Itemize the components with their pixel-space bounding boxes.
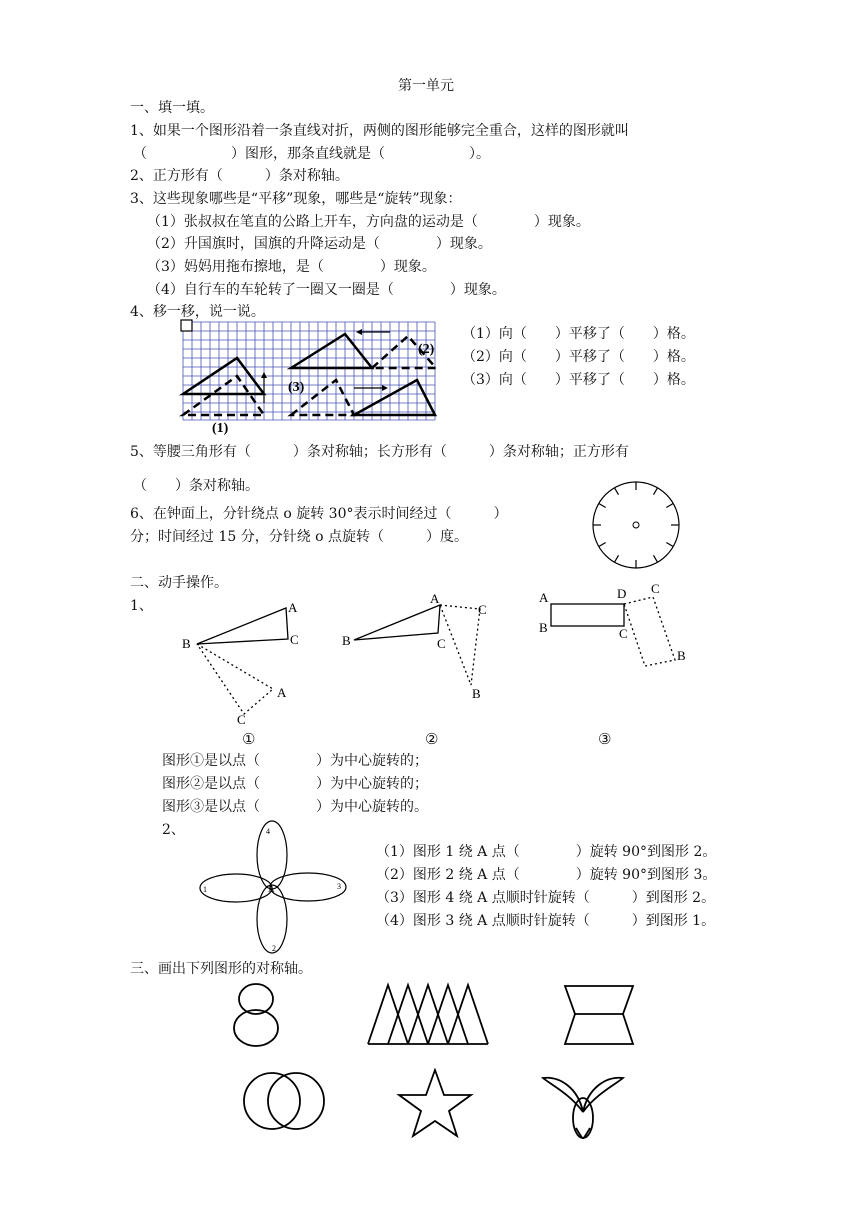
section2-q2-item-2: （2）图形 2 绕 A 点（ ）旋转 90°到图形 3。 <box>376 867 717 883</box>
clock-circle <box>593 482 679 568</box>
rotation-figure-3 <box>535 580 695 672</box>
q3-item-1: （1）张叔叔在笔直的公路上开车，方向盘的运动是（ ）现象。 <box>147 214 590 230</box>
section2-q1-label: 1、 <box>130 598 153 614</box>
section2-heading: 二、动手操作。 <box>130 575 228 591</box>
arrow-up-head <box>261 372 267 378</box>
rotation-figure-2 <box>338 588 498 706</box>
petal-number-2: 2 <box>272 944 276 953</box>
fig2-triangle-dotted <box>440 605 480 685</box>
overlapping-circles-shape <box>242 1070 326 1132</box>
triangle-2-solid <box>291 334 372 368</box>
q6-line2: 分；时间经过 15 分，分针绕 o 点旋转（ ）度。 <box>130 529 469 545</box>
fig-number-1: ① <box>242 730 256 748</box>
page-title: 第一单元 <box>398 78 454 94</box>
petal-rotation-figure <box>192 820 354 956</box>
fig3-label-C: C <box>619 626 628 641</box>
arrow-left-head <box>356 329 362 335</box>
fig2-triangle-solid <box>354 605 440 640</box>
fig3-rectangle-solid <box>551 604 624 626</box>
section2-q2-item-4: （4）图形 3 绕 A 点顺时针旋转（ ）到图形 1。 <box>376 913 716 929</box>
fig1-triangle-dotted <box>197 644 273 714</box>
section2-q1-item-2: 图形②是以点（ ）为中心旋转的； <box>162 776 428 792</box>
q4-item-1: （1）向（ ）平移了（ ）格。 <box>462 326 695 342</box>
grid-label-1: (1) <box>212 421 229 436</box>
q3-item-4: （4）自行车的车轮转了一圈又一圈是（ ）现象。 <box>147 282 506 298</box>
triangle-1-dashed <box>183 376 264 415</box>
q1-line2: （ ）图形，那条直线就是（ ）。 <box>133 146 490 162</box>
fig2-label-A: A <box>430 591 440 606</box>
petal-4 <box>257 821 287 889</box>
section2-q1-item-3: 图形③是以点（ ）为中心旋转的。 <box>162 799 428 815</box>
fig1-label-B: B <box>182 636 191 651</box>
q6-line1: 6、在钟面上，分针绕点 o 旋转 30°表示时间经过（ ） <box>130 506 508 522</box>
figure-eight-shape <box>230 982 282 1048</box>
fig1-label-C: C <box>290 632 299 647</box>
petal-number-4: 4 <box>266 827 270 836</box>
star-shape <box>396 1068 474 1138</box>
petal-3 <box>270 873 346 901</box>
q5-line1: 5、等腰三角形有（ ）条对称轴；长方形有（ ）条对称轴；正方形有 <box>130 444 629 460</box>
q1-line1: 1、如果一个图形沿着一条直线对折，两侧的图形能够完全重合，这样的图形就叫 <box>130 123 629 139</box>
q2-text: 2、正方形有（ ）条对称轴。 <box>130 168 349 184</box>
clock-center-o <box>633 522 639 528</box>
section2-q2-label: 2、 <box>162 822 185 838</box>
q3-item-3: （3）妈妈用拖布擦地，是（ ）现象。 <box>147 259 436 275</box>
grid-label-3: (3) <box>288 380 305 395</box>
fig1-label-C2: C <box>237 712 246 727</box>
petal-number-3: 3 <box>337 882 341 891</box>
fig3-label-B: B <box>539 620 548 635</box>
trefoil-leaves-shape <box>540 1074 626 1140</box>
petal-1 <box>200 874 272 902</box>
section1-heading: 一、填一填。 <box>130 100 214 116</box>
fig2-label-B: B <box>342 633 351 648</box>
q3-item-2: （2）升国旗时，国旗的升降运动是（ ）现象。 <box>147 236 492 252</box>
petal-number-1: 1 <box>203 885 207 894</box>
fig2-label-C: C <box>437 636 446 651</box>
fig1-label-A2: A <box>277 685 287 700</box>
grid-corner-box <box>181 320 192 331</box>
fig1-label-A: A <box>288 600 298 615</box>
grid-lines <box>183 322 435 420</box>
grid-label-2: (2) <box>418 342 435 357</box>
section2-q1-item-1: 图形①是以点（ ）为中心旋转的； <box>162 753 428 769</box>
section2-q2-item-3: （3）图形 4 绕 A 点顺时针旋转（ ）到图形 2。 <box>376 890 716 906</box>
fig3-label-C2: C <box>651 581 660 596</box>
fig3-label-D: D <box>617 586 627 601</box>
fig3-label-A: A <box>539 590 549 605</box>
q4-text: 4、移一移，说一说。 <box>130 304 265 320</box>
arrow-right-head <box>382 385 388 391</box>
translation-grid-figure <box>178 318 443 438</box>
fig1-triangle-solid <box>197 608 288 644</box>
petal-center-A: A <box>268 884 275 894</box>
q3-text: 3、这些现象哪些是“平移”现象，哪些是“旋转”现象： <box>130 191 462 207</box>
fig3-rectangle-dotted <box>624 597 675 666</box>
section3-heading: 三、画出下列图形的对称轴。 <box>130 961 312 977</box>
section2-q2-item-1: （1）图形 1 绕 A 点（ ）旋转 90°到图形 2。 <box>376 844 717 860</box>
q4-item-2: （2）向（ ）平移了（ ）格。 <box>462 349 695 365</box>
rotation-figure-1 <box>178 596 308 728</box>
clock-face-figure <box>590 479 682 571</box>
q5-line2: （ ）条对称轴。 <box>133 478 259 494</box>
petal-2 <box>257 885 287 953</box>
fig-number-3: ③ <box>598 730 612 748</box>
fig2-label-B2: B <box>472 686 481 701</box>
q4-item-3: （3）向（ ）平移了（ ）格。 <box>462 372 695 388</box>
fig-number-2: ② <box>425 730 439 748</box>
hourglass-shape <box>561 984 637 1046</box>
fig2-label-C2: C <box>478 602 487 617</box>
fig3-label-B2: B <box>677 648 686 663</box>
overlapping-triangles-shape <box>366 982 490 1046</box>
